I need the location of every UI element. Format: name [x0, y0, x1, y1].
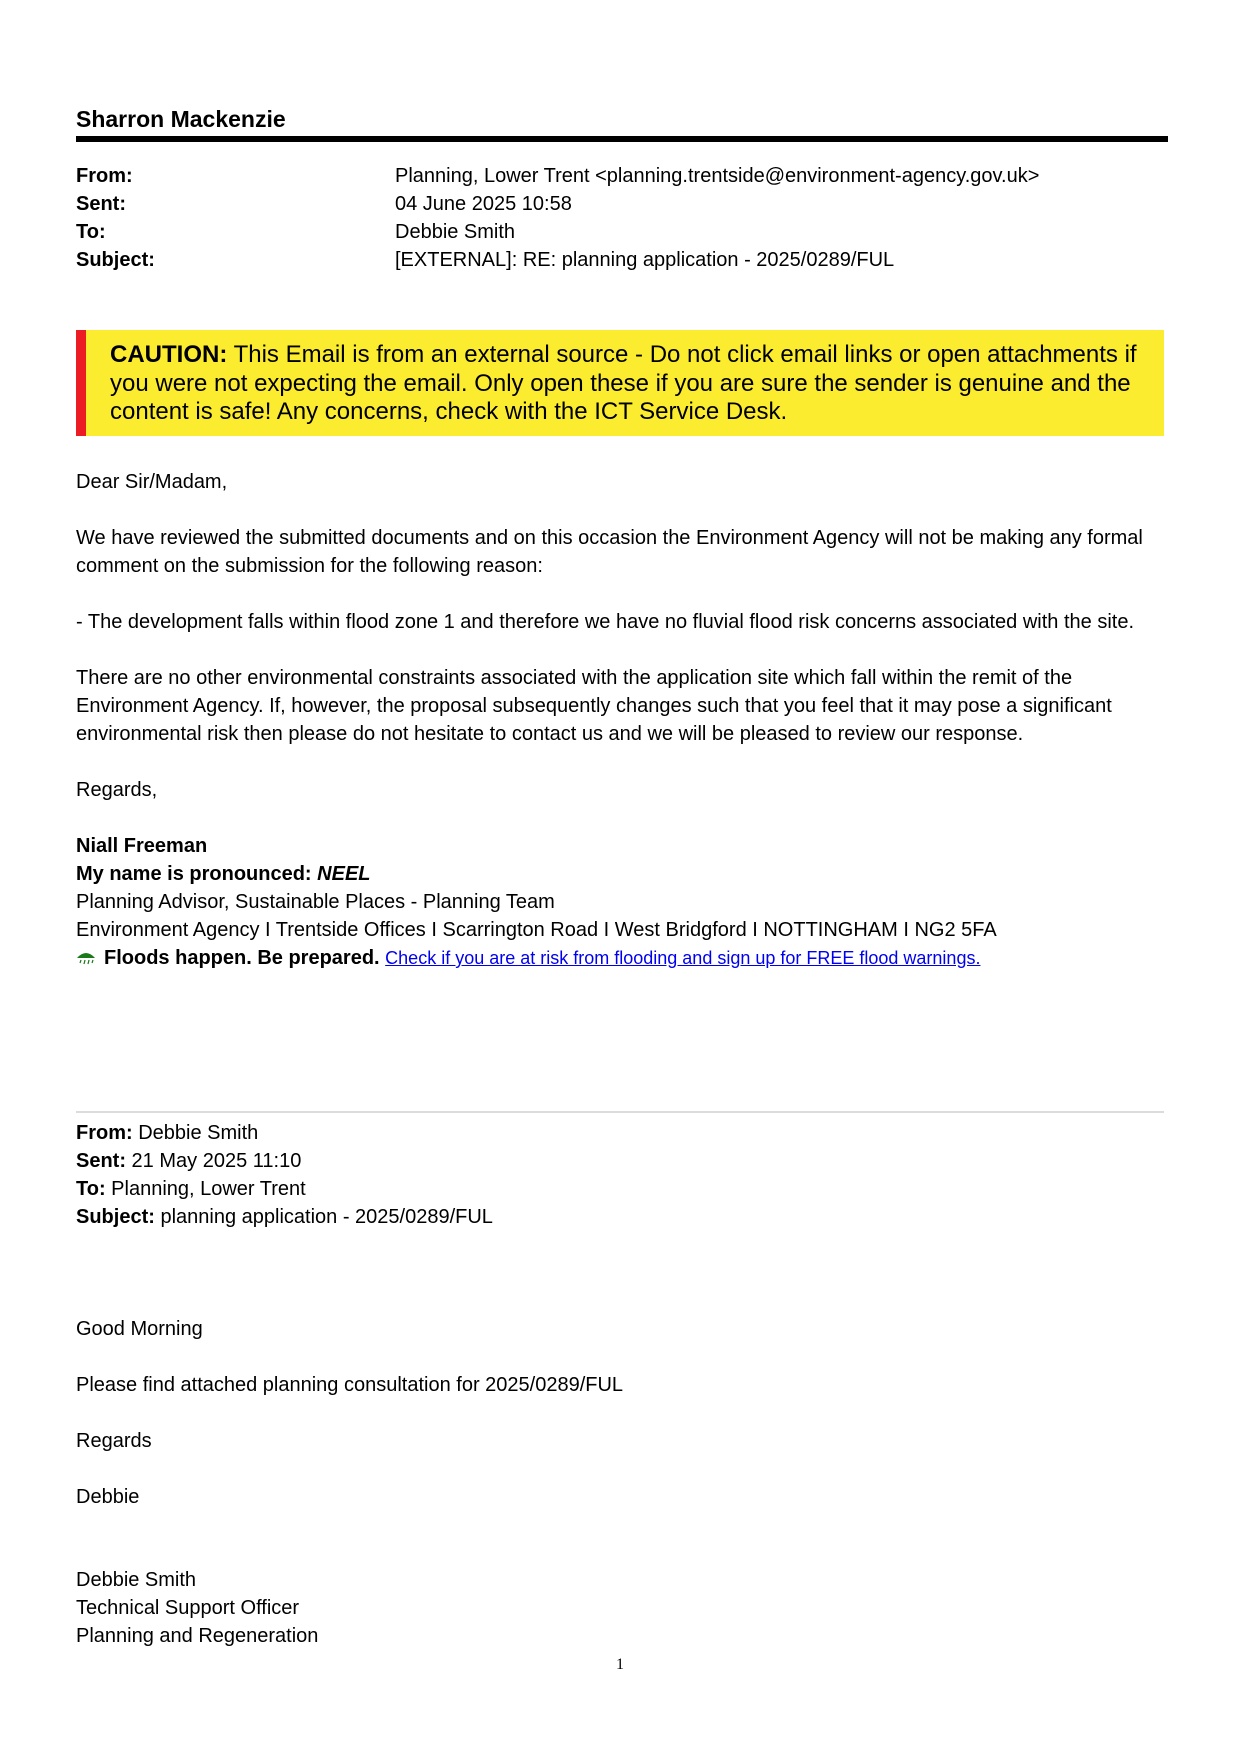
fwd-subject-value: planning application - 2025/0289/FUL	[154, 1206, 493, 1228]
mailbox-owner-name: Sharron Mackenzie	[76, 106, 286, 132]
header-to-row	[76, 221, 1168, 249]
signature-address: Environment Agency I Trentside Offices I Scarrington Road I West Bridgford I NOTTINGHAM I NG2 5FA	[76, 919, 997, 941]
header-to-value: Debbie Smith	[395, 221, 516, 243]
fwd-from-row	[76, 1119, 493, 1147]
umbrella-icon	[76, 946, 96, 962]
fwd-subject-row	[76, 1203, 493, 1231]
fwd-from-value: Debbie Smith	[132, 1122, 259, 1144]
header-from-row	[76, 165, 1168, 193]
email-header	[76, 165, 1168, 277]
header-subject-value: [EXTERNAL]: RE: planning application - 2025/0289/FUL	[395, 249, 895, 271]
header-sent-value: 04 June 2025 10:58	[395, 193, 572, 215]
header-sent-label: Sent:	[76, 193, 126, 215]
pronunciation-label: My name is pronounced:	[76, 863, 318, 885]
signature-flood-line	[76, 944, 1168, 972]
original-message-body	[76, 1315, 623, 1539]
sig2-department: Planning and Regeneration	[76, 1625, 319, 1647]
signature-pronunciation	[76, 860, 1168, 888]
msg2-signoff: Debbie	[76, 1486, 140, 1508]
sig2-title: Technical Support Officer	[76, 1597, 300, 1619]
sig2-name: Debbie Smith	[76, 1569, 197, 1591]
original-sender-signature	[76, 1566, 318, 1650]
header-sent-row	[76, 193, 1168, 221]
body-paragraph-1: We have reviewed the submitted documents and on this occasion the Environment Agency will not be making any formal comment on the submission for the following reason:	[76, 527, 1143, 577]
fwd-sent-label: Sent:	[76, 1150, 126, 1172]
closing: Regards,	[76, 779, 158, 801]
fwd-sent-value: 21 May 2025 11:10	[126, 1150, 302, 1172]
body-paragraph-3: There are no other environmental constraints associated with the application site which fall within the remit of the Environment Agency. If, however, the proposal subsequently changes such that you feel that it may pose a significant environmental risk then please do not hesitate to contact us and we will be pleased to review our response.	[76, 667, 1112, 745]
fwd-to-row	[76, 1175, 493, 1203]
external-caution-banner	[76, 330, 1164, 436]
sender-signature	[76, 832, 1168, 972]
email-body	[76, 468, 1168, 972]
greeting: Dear Sir/Madam,	[76, 471, 228, 493]
body-paragraph-2: - The development falls within flood zone 1 and therefore we have no fluvial flood risk concerns associated with the site.	[76, 611, 1134, 633]
fwd-from-label: From:	[76, 1122, 133, 1144]
page-number: 1	[616, 1656, 624, 1673]
caution-text: This Email is from an external source - Do not click email links or open attachments if you were not expecting the email. Only open these if you are sure the sender is genuine and the content is safe! Any concerns, check with the ICT Service Desk.	[110, 341, 1137, 425]
flood-warning-link[interactable]: Check if you are at risk from flooding and sign up for FREE flood warnings.	[385, 948, 981, 968]
forward-separator	[76, 1111, 1164, 1113]
flood-tagline: Floods happen. Be prepared.	[104, 947, 380, 969]
signature-title: Planning Advisor, Sustainable Places - Planning Team	[76, 891, 555, 913]
fwd-to-label: To:	[76, 1178, 106, 1200]
header-from-value: Planning, Lower Trent <planning.trentside@environment-agency.gov.uk>	[395, 165, 1040, 187]
pronunciation-value: NEEL	[317, 863, 371, 885]
fwd-sent-row	[76, 1147, 493, 1175]
fwd-subject-label: Subject:	[76, 1206, 155, 1228]
header-rule	[76, 136, 1168, 142]
header-subject-row	[76, 249, 1168, 277]
header-to-label: To:	[76, 221, 106, 243]
forwarded-header	[76, 1119, 493, 1231]
signature-name: Niall Freeman	[76, 835, 208, 857]
fwd-to-value: Planning, Lower Trent	[105, 1178, 306, 1200]
msg2-closing: Regards	[76, 1430, 152, 1452]
msg2-line: Please find attached planning consultation for 2025/0289/FUL	[76, 1374, 624, 1396]
header-from-label: From:	[76, 165, 133, 187]
msg2-greeting: Good Morning	[76, 1318, 203, 1340]
caution-label: CAUTION:	[110, 341, 228, 368]
header-subject-label: Subject:	[76, 249, 155, 271]
